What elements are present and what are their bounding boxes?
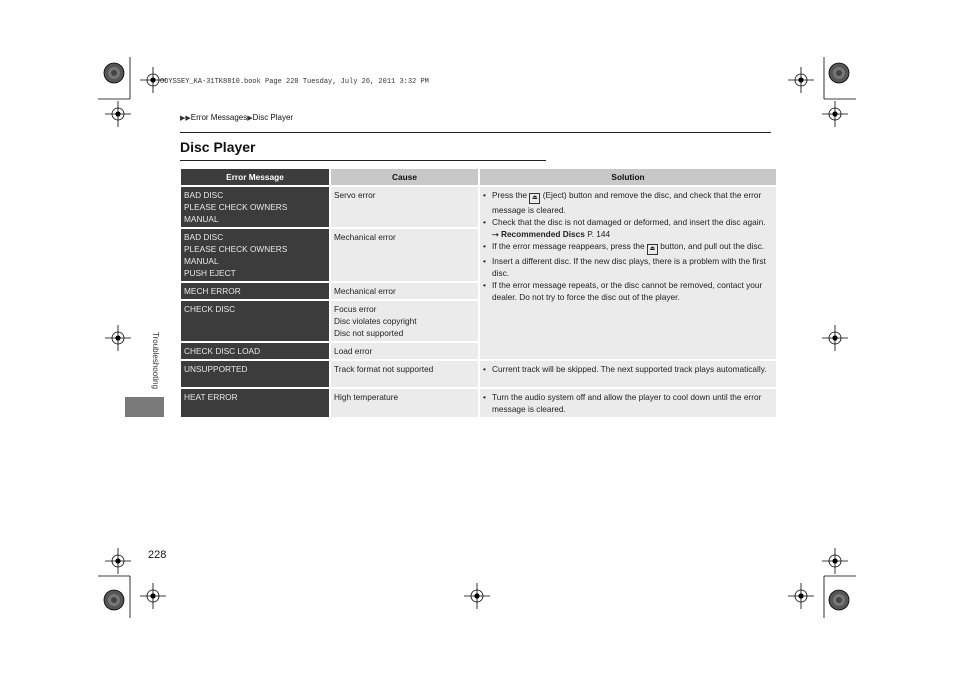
error-message-line: CHECK DISC LOAD (184, 346, 261, 356)
breadcrumb-separator-icon: ▶ (247, 115, 253, 122)
crosshair-icon (788, 583, 814, 609)
breadcrumb-arrow-icon: ▶▶ (180, 115, 191, 122)
breadcrumb-item-disc-player: Disc Player (252, 113, 294, 122)
crosshair-icon (140, 67, 166, 93)
breadcrumb-item-error-messages[interactable]: Error Messages (190, 113, 248, 122)
reference-arrow-icon: ⭢ (492, 229, 499, 239)
cause-line: Focus error (334, 304, 377, 314)
reference-page: P. 144 (587, 229, 611, 239)
crosshair-icon (822, 101, 848, 127)
reference-label: Recommended Discs (500, 229, 585, 239)
error-message-line: HEAT ERROR (184, 392, 238, 402)
crosshair-icon (105, 548, 131, 574)
cause-line: Track format not supported (334, 364, 434, 374)
registration-disc-icon (829, 590, 849, 610)
solution-text: (Eject) button and remove the disc, and check that the error message is cleared. (492, 190, 762, 215)
error-message-line: UNSUPPORTED (184, 364, 248, 374)
registration-disc-icon (104, 63, 124, 83)
crosshair-icon (140, 583, 166, 609)
print-header: ODYSSEY_KA-31TK8810.book Page 228 Tuesday, July 26, 2011 3:32 PM (160, 78, 429, 86)
solution-text: button, and pull out the disc. (660, 241, 765, 251)
solution-text: Press the (492, 190, 528, 200)
column-header-error-message: Error Message (181, 169, 329, 185)
eject-icon: ⏏ (647, 244, 658, 255)
solution-item: • Insert a different disc. If the new disc plays, there is a problem with the first disc. (483, 255, 770, 279)
crosshair-icon (822, 325, 848, 351)
crosshair-icon (822, 548, 848, 574)
error-message-line: BAD DISC (184, 232, 224, 242)
cause-line: Disc not supported (334, 328, 404, 338)
cause-line: Servo error (334, 190, 376, 200)
cause-line: High temperature (334, 392, 399, 402)
crosshair-icon (105, 101, 131, 127)
error-message-line: PLEASE CHECK OWNERS (184, 202, 288, 212)
cause-line: Load error (334, 346, 373, 356)
crosshair-icon (788, 67, 814, 93)
error-message-line: MANUAL (184, 214, 219, 224)
error-message-line: PUSH EJECT (184, 268, 236, 278)
crosshair-icon (105, 325, 131, 351)
column-header-solution: Solution (480, 169, 776, 185)
column-header-cause: Cause (331, 169, 478, 185)
solution-text: If the error message reappears, press the (492, 241, 645, 251)
page-number: 228 (148, 549, 167, 561)
cause-line: Disc violates copyright (334, 316, 417, 326)
error-message-line: BAD DISC (184, 190, 224, 200)
eject-icon: ⏏ (529, 193, 540, 204)
registration-disc-icon (829, 63, 849, 83)
error-message-line: MANUAL (184, 256, 219, 266)
crosshair-icon (464, 583, 490, 609)
solution-item: • Current track will be skipped. The next supported track plays automatically. (483, 363, 770, 375)
cause-line: Mechanical error (334, 232, 396, 242)
solution-item: • If the error message repeats, or the disc cannot be removed, contact your dealer. Do not try to force the disc out of the player. (483, 279, 770, 303)
error-message-line: PLEASE CHECK OWNERS (184, 244, 288, 254)
error-message-line: CHECK DISC (184, 304, 236, 314)
solution-item: • Turn the audio system off and allow the player to cool down until the error message is cleared. (483, 391, 770, 415)
solution-text: Check that the disc is not damaged or deformed, and insert the disc again. (492, 217, 766, 227)
registration-disc-icon (104, 590, 124, 610)
error-message-line: MECH ERROR (184, 286, 241, 296)
cause-line: Mechanical error (334, 286, 396, 296)
section-side-label: Troubleshooting (151, 332, 160, 390)
page-title: Disc Player (180, 139, 256, 155)
